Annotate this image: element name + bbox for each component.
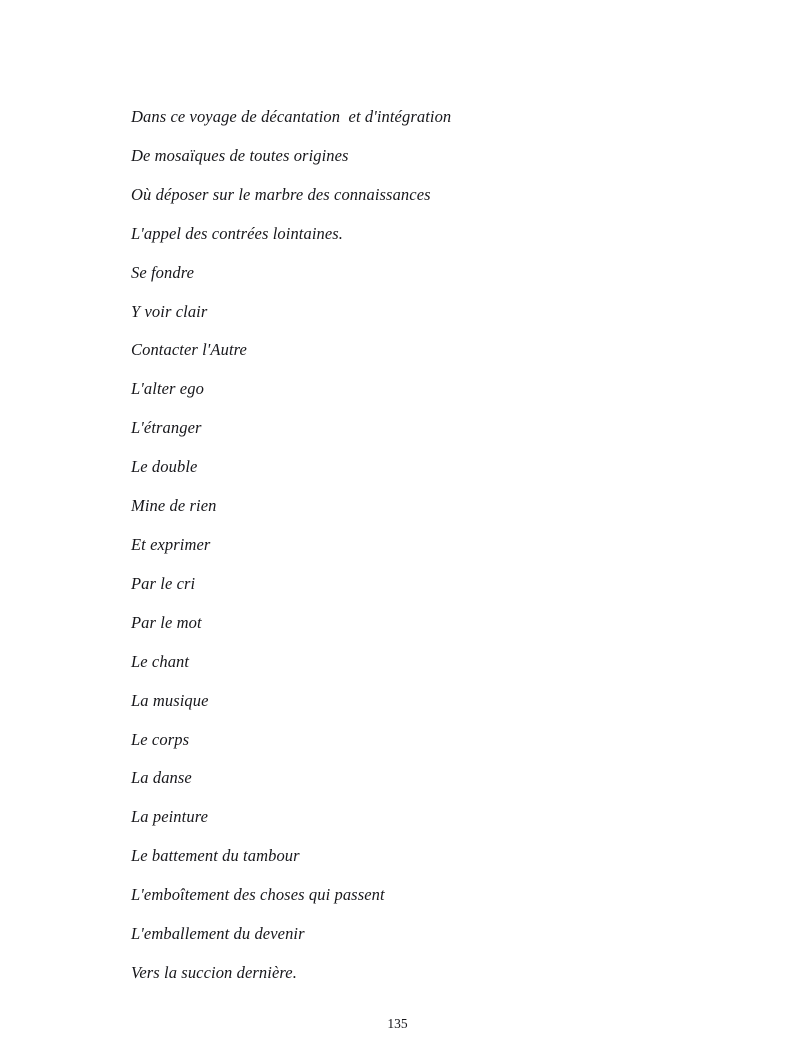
poem-line: La peinture	[131, 807, 209, 827]
poem-body	[131, 98, 691, 993]
poem-line: L'emballement du devenir	[131, 924, 305, 944]
poem-line: Où déposer sur le marbre des connaissances	[131, 184, 431, 204]
poem-line: L'alter ego	[131, 379, 204, 399]
poem-line: L'appel des contrées lointaines.	[131, 223, 344, 243]
poem-line: Le chant	[131, 651, 190, 671]
poem-line: Vers la succion dernière.	[131, 962, 297, 982]
poem-line: Le battement du tambour	[131, 846, 300, 866]
poem-line: Le corps	[131, 729, 190, 749]
poem-line: La musique	[131, 690, 209, 710]
poem-line: Se fondre	[131, 262, 195, 282]
poem-line: L'emboîtement des choses qui passent	[131, 885, 385, 905]
poem-line: La danse	[131, 768, 192, 788]
poem-line: Et exprimer	[131, 534, 211, 554]
poem-line: Mine de rien	[131, 496, 217, 516]
poem-line: Par le mot	[131, 612, 202, 632]
page-number: 135	[387, 1016, 408, 1031]
poem-line: L'étranger	[131, 418, 202, 438]
poem-line: De mosaïques de toutes origines	[131, 145, 349, 165]
poem-line: Le double	[131, 457, 198, 477]
poem-line: Par le cri	[131, 573, 196, 593]
poem-line: Y voir clair	[131, 301, 208, 321]
poem-line: Contacter l'Autre	[131, 340, 247, 360]
poem-line: Dans ce voyage de décantation et d'intégration	[131, 107, 452, 126]
